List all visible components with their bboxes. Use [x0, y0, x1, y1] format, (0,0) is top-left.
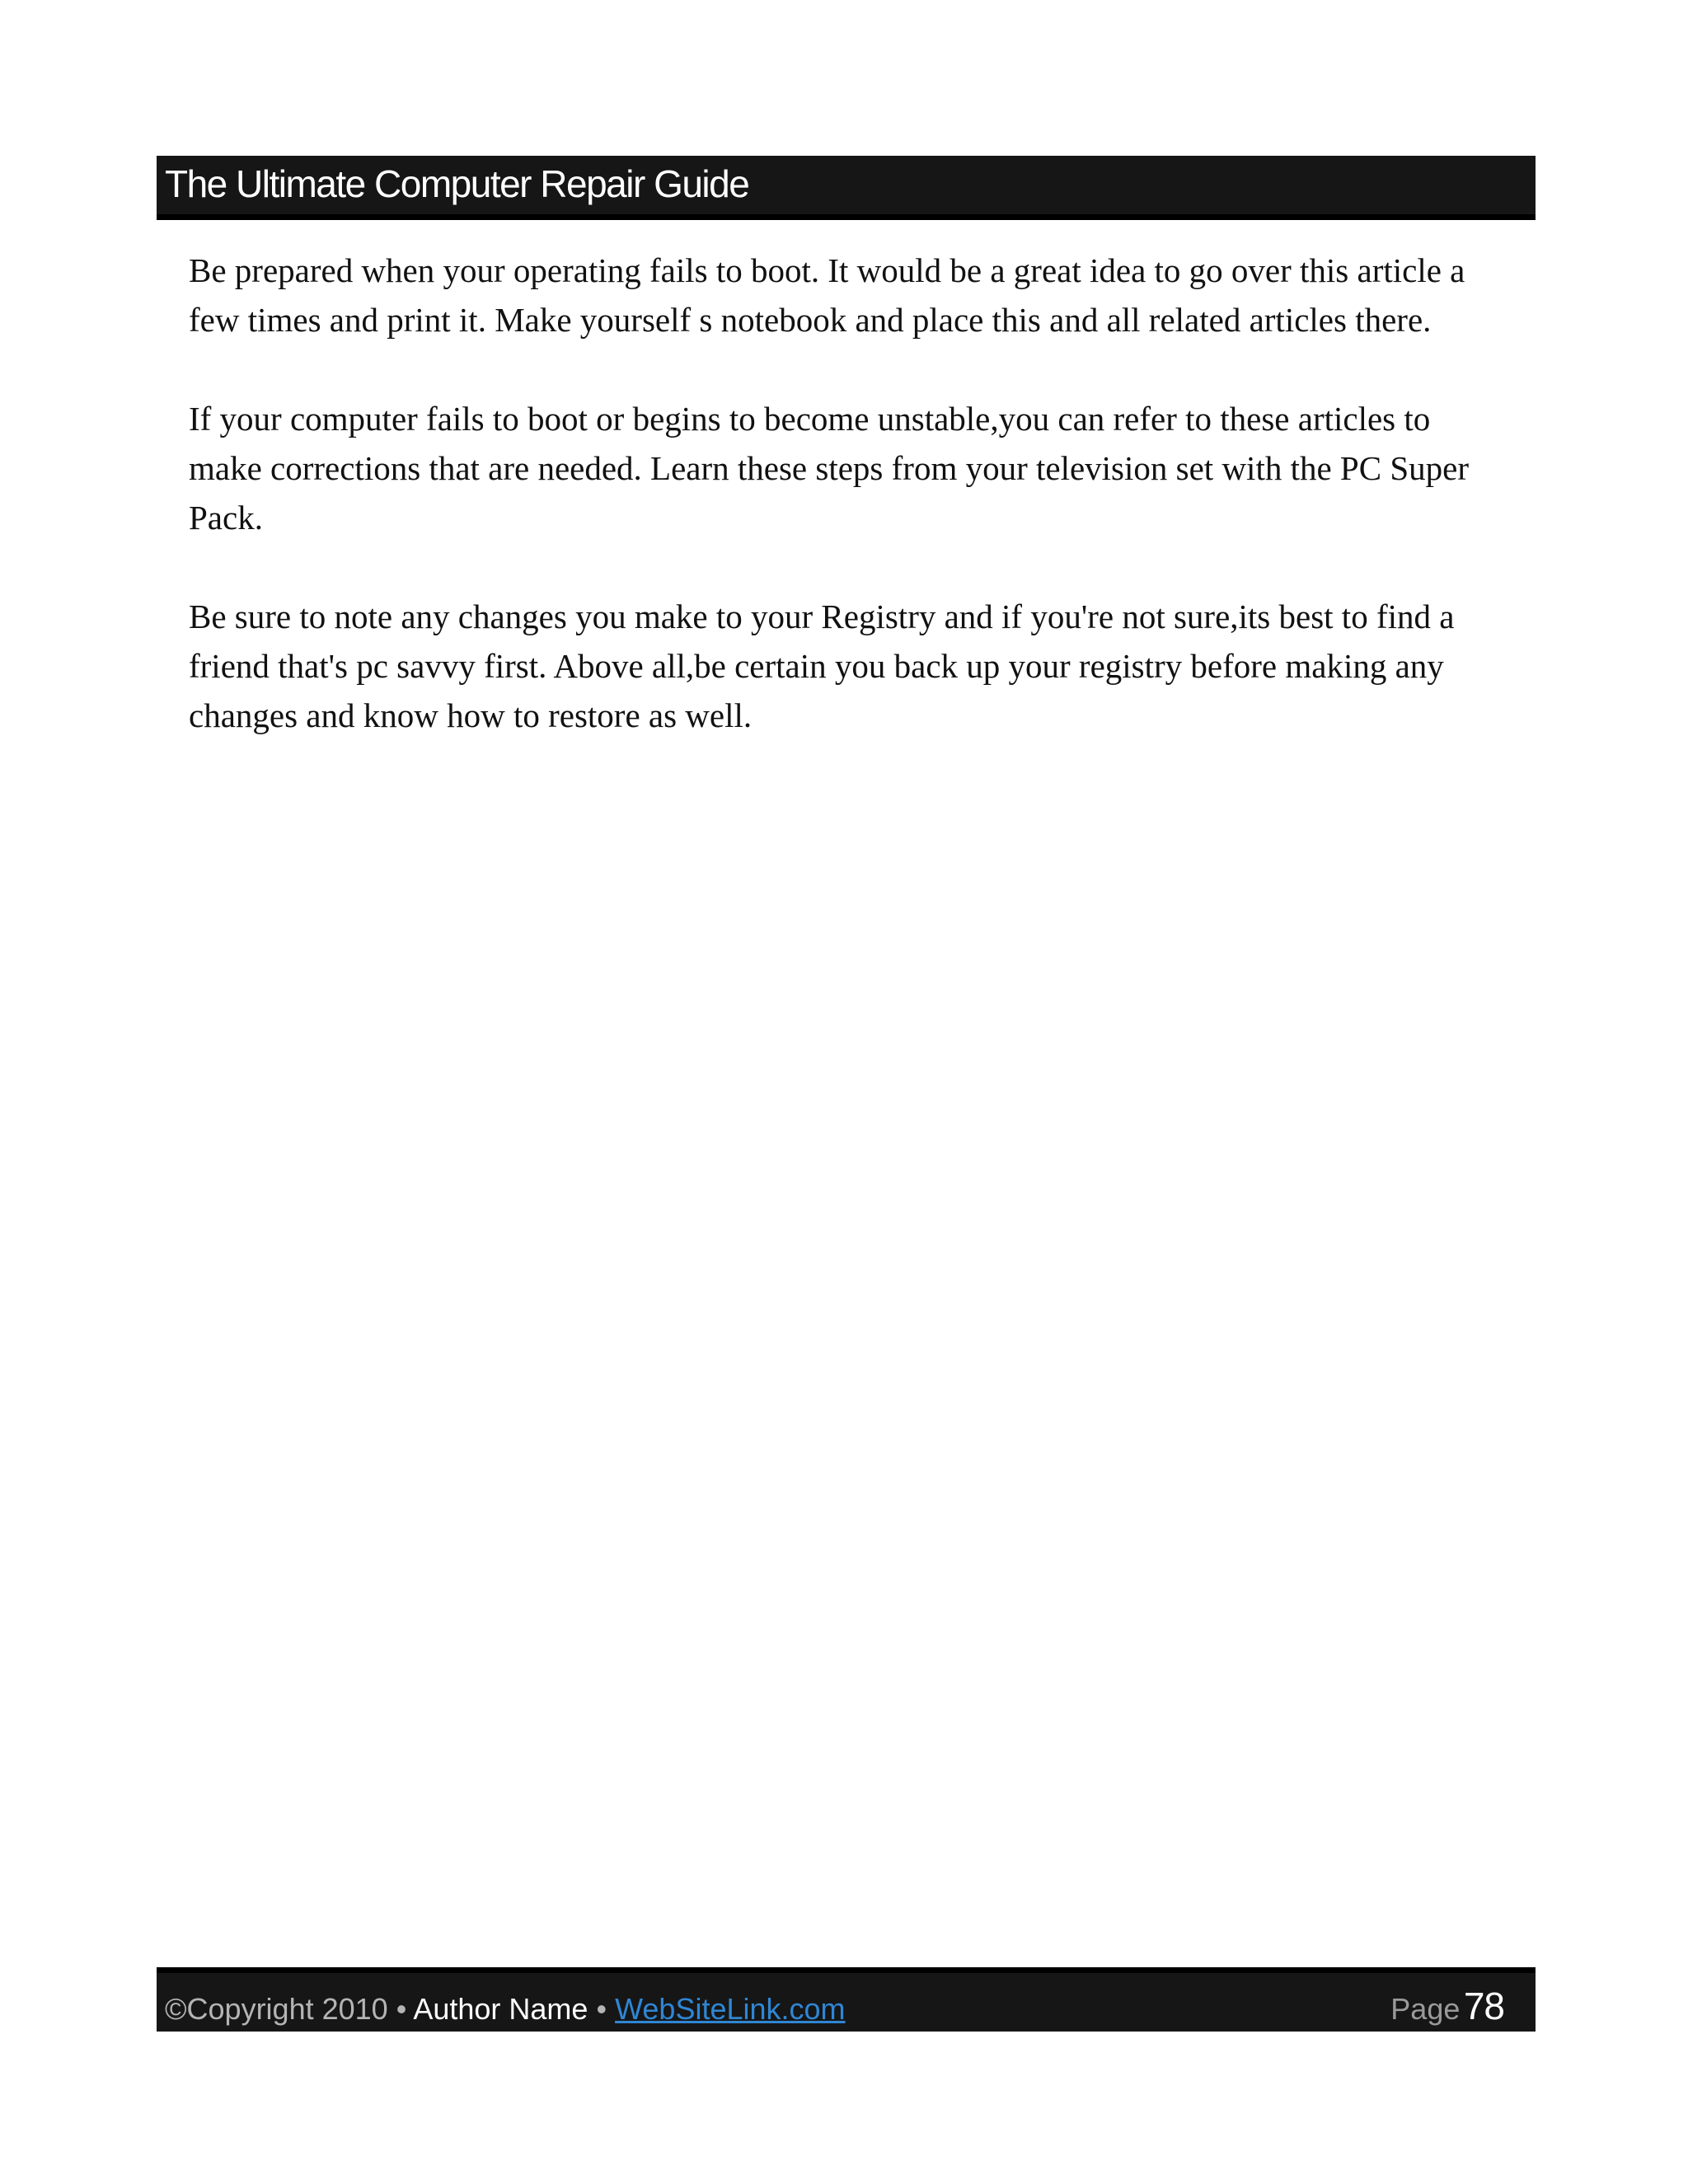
page-header-bar: [157, 156, 1536, 220]
paragraph-1: Be prepared when your operating fails to boot. It would be a great idea to go over this article a few times and print it. Make yourself s notebook and place this and all related articles there.: [189, 251, 1465, 339]
page-label: Page: [1390, 1992, 1461, 2026]
footer-separator: •: [396, 1992, 407, 2026]
footer-credits: [165, 1991, 846, 2027]
article-body: [189, 246, 1507, 790]
page-indicator: [1390, 1983, 1504, 2039]
document-title: The Ultimate Computer Repair Guide: [165, 162, 749, 205]
page-number: 78: [1463, 1985, 1504, 2027]
page-footer-bar: [157, 1967, 1536, 2032]
author-name: Author Name: [413, 1992, 588, 2026]
paragraph-3: Be sure to note any changes you make to your Registry and if you're not sure,its best to find a friend that's pc savvy first. Above all,be certain you back up your registry before making any changes and know how to restore as well.: [189, 598, 1455, 734]
paragraph-2: If your computer fails to boot or begins to become unstable,you can refer to these articles to make corrections that are needed. Learn these steps from your television set with the PC Super Pack.: [189, 400, 1469, 537]
website-link[interactable]: WebSiteLink.com: [615, 1992, 846, 2026]
copyright-text: ©Copyright 2010: [165, 1992, 388, 2026]
footer-separator: •: [596, 1992, 607, 2026]
